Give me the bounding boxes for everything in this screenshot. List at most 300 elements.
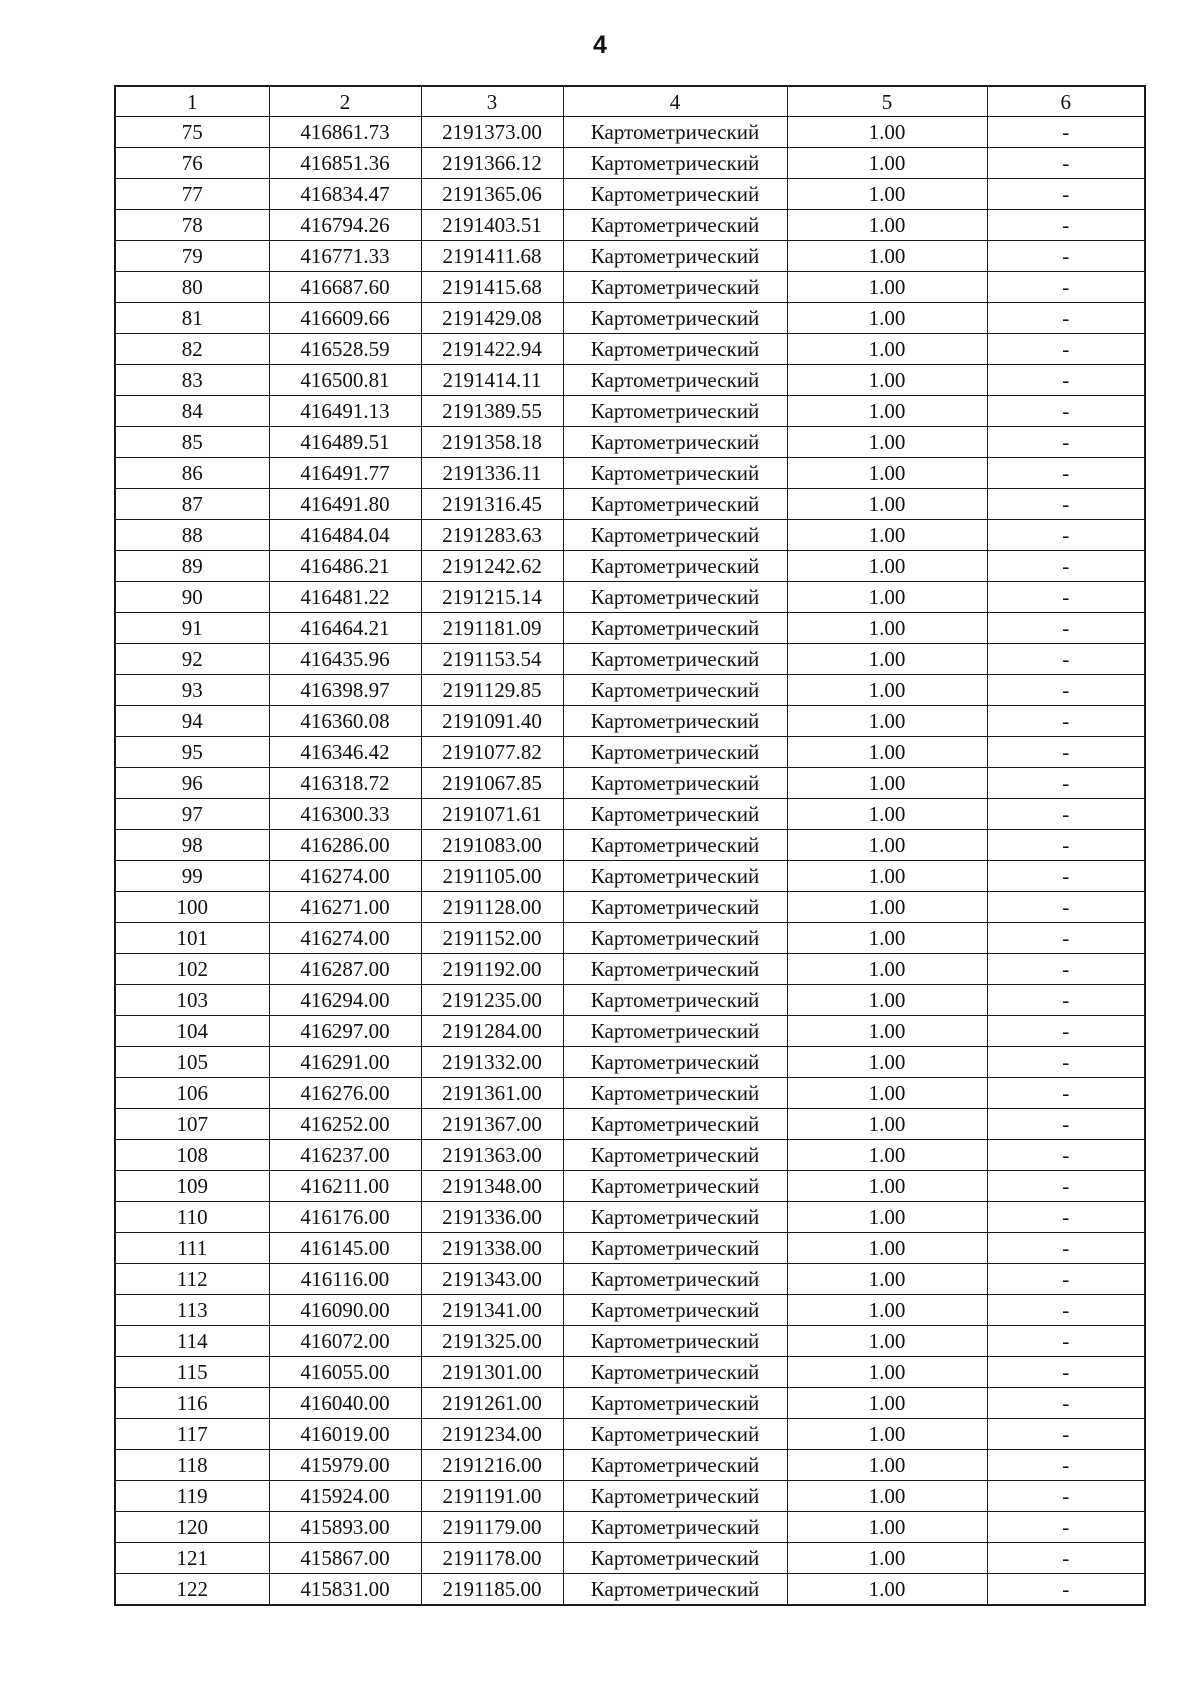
x-coordinate-cell: 416276.00 xyxy=(269,1078,421,1109)
x-coordinate-cell: 416237.00 xyxy=(269,1140,421,1171)
description-cell: - xyxy=(987,1388,1145,1419)
accuracy-cell: 1.00 xyxy=(787,520,987,551)
x-coordinate-cell: 416145.00 xyxy=(269,1233,421,1264)
y-coordinate-cell: 2191261.00 xyxy=(421,1388,563,1419)
accuracy-cell: 1.00 xyxy=(787,427,987,458)
method-cell: Картометрический xyxy=(563,1543,787,1574)
x-coordinate-cell: 416287.00 xyxy=(269,954,421,985)
page-number: 4 xyxy=(593,31,607,59)
table-row xyxy=(115,582,1145,613)
description-cell: - xyxy=(987,985,1145,1016)
method-cell: Картометрический xyxy=(563,861,787,892)
description-cell: - xyxy=(987,799,1145,830)
table-row xyxy=(115,179,1145,210)
method-cell: Картометрический xyxy=(563,954,787,985)
accuracy-cell: 1.00 xyxy=(787,334,987,365)
description-cell: - xyxy=(987,1450,1145,1481)
x-coordinate-cell: 416297.00 xyxy=(269,1016,421,1047)
y-coordinate-cell: 2191083.00 xyxy=(421,830,563,861)
method-cell: Картометрический xyxy=(563,768,787,799)
x-coordinate-cell: 416687.60 xyxy=(269,272,421,303)
method-cell: Картометрический xyxy=(563,1388,787,1419)
method-cell: Картометрический xyxy=(563,830,787,861)
description-cell: - xyxy=(987,1419,1145,1450)
method-cell: Картометрический xyxy=(563,520,787,551)
column-header: 4 xyxy=(563,86,787,117)
y-coordinate-cell: 2191216.00 xyxy=(421,1450,563,1481)
y-coordinate-cell: 2191153.54 xyxy=(421,644,563,675)
column-header: 6 xyxy=(987,86,1145,117)
point-number-cell: 91 xyxy=(115,613,269,644)
x-coordinate-cell: 416055.00 xyxy=(269,1357,421,1388)
description-cell: - xyxy=(987,1140,1145,1171)
accuracy-cell: 1.00 xyxy=(787,1078,987,1109)
description-cell: - xyxy=(987,458,1145,489)
method-cell: Картометрический xyxy=(563,272,787,303)
point-number-cell: 93 xyxy=(115,675,269,706)
x-coordinate-cell: 416794.26 xyxy=(269,210,421,241)
x-coordinate-cell: 416274.00 xyxy=(269,923,421,954)
point-number-cell: 99 xyxy=(115,861,269,892)
method-cell: Картометрический xyxy=(563,1233,787,1264)
table-row xyxy=(115,644,1145,675)
point-number-cell: 88 xyxy=(115,520,269,551)
table-row xyxy=(115,1357,1145,1388)
description-cell: - xyxy=(987,675,1145,706)
y-coordinate-cell: 2191365.06 xyxy=(421,179,563,210)
description-cell: - xyxy=(987,520,1145,551)
x-coordinate-cell: 416252.00 xyxy=(269,1109,421,1140)
point-number-cell: 116 xyxy=(115,1388,269,1419)
point-number-cell: 90 xyxy=(115,582,269,613)
method-cell: Картометрический xyxy=(563,1140,787,1171)
method-cell: Картометрический xyxy=(563,706,787,737)
x-coordinate-cell: 416771.33 xyxy=(269,241,421,272)
point-number-cell: 115 xyxy=(115,1357,269,1388)
method-cell: Картометрический xyxy=(563,613,787,644)
y-coordinate-cell: 2191332.00 xyxy=(421,1047,563,1078)
accuracy-cell: 1.00 xyxy=(787,582,987,613)
point-number-cell: 97 xyxy=(115,799,269,830)
accuracy-cell: 1.00 xyxy=(787,210,987,241)
x-coordinate-cell: 416861.73 xyxy=(269,117,421,148)
table-row xyxy=(115,1264,1145,1295)
table-row xyxy=(115,923,1145,954)
method-cell: Картометрический xyxy=(563,1047,787,1078)
method-cell: Картометрический xyxy=(563,210,787,241)
y-coordinate-cell: 2191336.11 xyxy=(421,458,563,489)
point-number-cell: 100 xyxy=(115,892,269,923)
point-number-cell: 121 xyxy=(115,1543,269,1574)
x-coordinate-cell: 416318.72 xyxy=(269,768,421,799)
table-row xyxy=(115,1016,1145,1047)
y-coordinate-cell: 2191242.62 xyxy=(421,551,563,582)
point-number-cell: 98 xyxy=(115,830,269,861)
y-coordinate-cell: 2191181.09 xyxy=(421,613,563,644)
point-number-cell: 77 xyxy=(115,179,269,210)
point-number-cell: 101 xyxy=(115,923,269,954)
x-coordinate-cell: 415924.00 xyxy=(269,1481,421,1512)
point-number-cell: 92 xyxy=(115,644,269,675)
point-number-cell: 119 xyxy=(115,1481,269,1512)
x-coordinate-cell: 416040.00 xyxy=(269,1388,421,1419)
x-coordinate-cell: 416360.08 xyxy=(269,706,421,737)
x-coordinate-cell: 415831.00 xyxy=(269,1574,421,1606)
method-cell: Картометрический xyxy=(563,1109,787,1140)
point-number-cell: 95 xyxy=(115,737,269,768)
point-number-cell: 85 xyxy=(115,427,269,458)
description-cell: - xyxy=(987,768,1145,799)
accuracy-cell: 1.00 xyxy=(787,799,987,830)
y-coordinate-cell: 2191192.00 xyxy=(421,954,563,985)
y-coordinate-cell: 2191415.68 xyxy=(421,272,563,303)
point-number-cell: 86 xyxy=(115,458,269,489)
y-coordinate-cell: 2191301.00 xyxy=(421,1357,563,1388)
accuracy-cell: 1.00 xyxy=(787,241,987,272)
method-cell: Картометрический xyxy=(563,427,787,458)
y-coordinate-cell: 2191091.40 xyxy=(421,706,563,737)
y-coordinate-cell: 2191235.00 xyxy=(421,985,563,1016)
y-coordinate-cell: 2191341.00 xyxy=(421,1295,563,1326)
description-cell: - xyxy=(987,1202,1145,1233)
method-cell: Картометрический xyxy=(563,551,787,582)
accuracy-cell: 1.00 xyxy=(787,489,987,520)
accuracy-cell: 1.00 xyxy=(787,303,987,334)
method-cell: Картометрический xyxy=(563,675,787,706)
x-coordinate-cell: 416300.33 xyxy=(269,799,421,830)
accuracy-cell: 1.00 xyxy=(787,551,987,582)
accuracy-cell: 1.00 xyxy=(787,923,987,954)
accuracy-cell: 1.00 xyxy=(787,892,987,923)
point-number-cell: 76 xyxy=(115,148,269,179)
accuracy-cell: 1.00 xyxy=(787,1047,987,1078)
accuracy-cell: 1.00 xyxy=(787,458,987,489)
x-coordinate-cell: 416294.00 xyxy=(269,985,421,1016)
accuracy-cell: 1.00 xyxy=(787,1512,987,1543)
description-cell: - xyxy=(987,241,1145,272)
description-cell: - xyxy=(987,427,1145,458)
point-number-cell: 106 xyxy=(115,1078,269,1109)
description-cell: - xyxy=(987,1109,1145,1140)
accuracy-cell: 1.00 xyxy=(787,1171,987,1202)
point-number-cell: 75 xyxy=(115,117,269,148)
x-coordinate-cell: 416491.13 xyxy=(269,396,421,427)
point-number-cell: 84 xyxy=(115,396,269,427)
description-cell: - xyxy=(987,706,1145,737)
description-cell: - xyxy=(987,1171,1145,1202)
x-coordinate-cell: 415893.00 xyxy=(269,1512,421,1543)
table-row xyxy=(115,427,1145,458)
description-cell: - xyxy=(987,613,1145,644)
table-row xyxy=(115,1388,1145,1419)
y-coordinate-cell: 2191373.00 xyxy=(421,117,563,148)
x-coordinate-cell: 416072.00 xyxy=(269,1326,421,1357)
accuracy-cell: 1.00 xyxy=(787,1419,987,1450)
method-cell: Картометрический xyxy=(563,1078,787,1109)
table-row xyxy=(115,1202,1145,1233)
x-coordinate-cell: 415867.00 xyxy=(269,1543,421,1574)
description-cell: - xyxy=(987,148,1145,179)
table-row xyxy=(115,1233,1145,1264)
table-row xyxy=(115,799,1145,830)
accuracy-cell: 1.00 xyxy=(787,1295,987,1326)
y-coordinate-cell: 2191191.00 xyxy=(421,1481,563,1512)
y-coordinate-cell: 2191325.00 xyxy=(421,1326,563,1357)
table-row xyxy=(115,334,1145,365)
coordinates-table xyxy=(114,85,1146,1606)
accuracy-cell: 1.00 xyxy=(787,954,987,985)
table-row xyxy=(115,1047,1145,1078)
x-coordinate-cell: 416464.21 xyxy=(269,613,421,644)
point-number-cell: 96 xyxy=(115,768,269,799)
y-coordinate-cell: 2191179.00 xyxy=(421,1512,563,1543)
y-coordinate-cell: 2191363.00 xyxy=(421,1140,563,1171)
accuracy-cell: 1.00 xyxy=(787,675,987,706)
accuracy-cell: 1.00 xyxy=(787,768,987,799)
column-header: 1 xyxy=(115,86,269,117)
accuracy-cell: 1.00 xyxy=(787,985,987,1016)
point-number-cell: 111 xyxy=(115,1233,269,1264)
table-row xyxy=(115,613,1145,644)
accuracy-cell: 1.00 xyxy=(787,1543,987,1574)
method-cell: Картометрический xyxy=(563,1419,787,1450)
x-coordinate-cell: 416435.96 xyxy=(269,644,421,675)
table-row xyxy=(115,117,1145,148)
y-coordinate-cell: 2191358.18 xyxy=(421,427,563,458)
method-cell: Картометрический xyxy=(563,179,787,210)
point-number-cell: 82 xyxy=(115,334,269,365)
point-number-cell: 107 xyxy=(115,1109,269,1140)
table-row xyxy=(115,458,1145,489)
table-row xyxy=(115,768,1145,799)
description-cell: - xyxy=(987,179,1145,210)
y-coordinate-cell: 2191361.00 xyxy=(421,1078,563,1109)
x-coordinate-cell: 416489.51 xyxy=(269,427,421,458)
y-coordinate-cell: 2191077.82 xyxy=(421,737,563,768)
accuracy-cell: 1.00 xyxy=(787,613,987,644)
accuracy-cell: 1.00 xyxy=(787,117,987,148)
accuracy-cell: 1.00 xyxy=(787,1016,987,1047)
description-cell: - xyxy=(987,644,1145,675)
method-cell: Картометрический xyxy=(563,489,787,520)
table-row xyxy=(115,985,1145,1016)
description-cell: - xyxy=(987,1543,1145,1574)
description-cell: - xyxy=(987,1326,1145,1357)
table-row xyxy=(115,148,1145,179)
table-row xyxy=(115,489,1145,520)
table-row xyxy=(115,675,1145,706)
method-cell: Картометрический xyxy=(563,1264,787,1295)
table-body xyxy=(115,117,1145,1606)
method-cell: Картометрический xyxy=(563,334,787,365)
y-coordinate-cell: 2191414.11 xyxy=(421,365,563,396)
point-number-cell: 108 xyxy=(115,1140,269,1171)
x-coordinate-cell: 416271.00 xyxy=(269,892,421,923)
y-coordinate-cell: 2191343.00 xyxy=(421,1264,563,1295)
point-number-cell: 83 xyxy=(115,365,269,396)
x-coordinate-cell: 416491.77 xyxy=(269,458,421,489)
x-coordinate-cell: 416484.04 xyxy=(269,520,421,551)
x-coordinate-cell: 416274.00 xyxy=(269,861,421,892)
y-coordinate-cell: 2191316.45 xyxy=(421,489,563,520)
y-coordinate-cell: 2191429.08 xyxy=(421,303,563,334)
accuracy-cell: 1.00 xyxy=(787,1140,987,1171)
y-coordinate-cell: 2191067.85 xyxy=(421,768,563,799)
method-cell: Картометрический xyxy=(563,396,787,427)
y-coordinate-cell: 2191128.00 xyxy=(421,892,563,923)
method-cell: Картометрический xyxy=(563,1357,787,1388)
accuracy-cell: 1.00 xyxy=(787,1326,987,1357)
point-number-cell: 120 xyxy=(115,1512,269,1543)
method-cell: Картометрический xyxy=(563,923,787,954)
table-row xyxy=(115,210,1145,241)
y-coordinate-cell: 2191366.12 xyxy=(421,148,563,179)
x-coordinate-cell: 416286.00 xyxy=(269,830,421,861)
accuracy-cell: 1.00 xyxy=(787,737,987,768)
x-coordinate-cell: 416346.42 xyxy=(269,737,421,768)
table-row xyxy=(115,1295,1145,1326)
description-cell: - xyxy=(987,334,1145,365)
point-number-cell: 113 xyxy=(115,1295,269,1326)
column-header: 5 xyxy=(787,86,987,117)
table-row xyxy=(115,1419,1145,1450)
accuracy-cell: 1.00 xyxy=(787,179,987,210)
description-cell: - xyxy=(987,830,1145,861)
point-number-cell: 102 xyxy=(115,954,269,985)
x-coordinate-cell: 415979.00 xyxy=(269,1450,421,1481)
point-number-cell: 109 xyxy=(115,1171,269,1202)
description-cell: - xyxy=(987,489,1145,520)
point-number-cell: 110 xyxy=(115,1202,269,1233)
point-number-cell: 94 xyxy=(115,706,269,737)
table-row xyxy=(115,1326,1145,1357)
description-cell: - xyxy=(987,1016,1145,1047)
description-cell: - xyxy=(987,892,1145,923)
point-number-cell: 118 xyxy=(115,1450,269,1481)
x-coordinate-cell: 416851.36 xyxy=(269,148,421,179)
y-coordinate-cell: 2191178.00 xyxy=(421,1543,563,1574)
point-number-cell: 89 xyxy=(115,551,269,582)
y-coordinate-cell: 2191105.00 xyxy=(421,861,563,892)
x-coordinate-cell: 416834.47 xyxy=(269,179,421,210)
x-coordinate-cell: 416609.66 xyxy=(269,303,421,334)
point-number-cell: 103 xyxy=(115,985,269,1016)
y-coordinate-cell: 2191336.00 xyxy=(421,1202,563,1233)
method-cell: Картометрический xyxy=(563,1512,787,1543)
x-coordinate-cell: 416481.22 xyxy=(269,582,421,613)
method-cell: Картометрический xyxy=(563,1295,787,1326)
x-coordinate-cell: 416176.00 xyxy=(269,1202,421,1233)
accuracy-cell: 1.00 xyxy=(787,706,987,737)
method-cell: Картометрический xyxy=(563,303,787,334)
column-header: 3 xyxy=(421,86,563,117)
table-row xyxy=(115,396,1145,427)
accuracy-cell: 1.00 xyxy=(787,396,987,427)
y-coordinate-cell: 2191284.00 xyxy=(421,1016,563,1047)
description-cell: - xyxy=(987,1078,1145,1109)
table-row xyxy=(115,365,1145,396)
table-row xyxy=(115,241,1145,272)
table-row xyxy=(115,1078,1145,1109)
accuracy-cell: 1.00 xyxy=(787,1357,987,1388)
table-row xyxy=(115,1171,1145,1202)
x-coordinate-cell: 416491.80 xyxy=(269,489,421,520)
point-number-cell: 78 xyxy=(115,210,269,241)
y-coordinate-cell: 2191129.85 xyxy=(421,675,563,706)
accuracy-cell: 1.00 xyxy=(787,365,987,396)
point-number-cell: 104 xyxy=(115,1016,269,1047)
method-cell: Картометрический xyxy=(563,1171,787,1202)
point-number-cell: 114 xyxy=(115,1326,269,1357)
method-cell: Картометрический xyxy=(563,1326,787,1357)
accuracy-cell: 1.00 xyxy=(787,1109,987,1140)
point-number-cell: 105 xyxy=(115,1047,269,1078)
method-cell: Картометрический xyxy=(563,582,787,613)
accuracy-cell: 1.00 xyxy=(787,1481,987,1512)
y-coordinate-cell: 2191185.00 xyxy=(421,1574,563,1606)
accuracy-cell: 1.00 xyxy=(787,1202,987,1233)
description-cell: - xyxy=(987,861,1145,892)
accuracy-cell: 1.00 xyxy=(787,1388,987,1419)
x-coordinate-cell: 416398.97 xyxy=(269,675,421,706)
y-coordinate-cell: 2191215.14 xyxy=(421,582,563,613)
y-coordinate-cell: 2191403.51 xyxy=(421,210,563,241)
table-row xyxy=(115,737,1145,768)
method-cell: Картометрический xyxy=(563,1202,787,1233)
table-header-row xyxy=(115,86,1145,117)
table-row xyxy=(115,303,1145,334)
point-number-cell: 112 xyxy=(115,1264,269,1295)
point-number-cell: 122 xyxy=(115,1574,269,1606)
description-cell: - xyxy=(987,582,1145,613)
y-coordinate-cell: 2191348.00 xyxy=(421,1171,563,1202)
description-cell: - xyxy=(987,1233,1145,1264)
method-cell: Картометрический xyxy=(563,892,787,923)
x-coordinate-cell: 416486.21 xyxy=(269,551,421,582)
description-cell: - xyxy=(987,365,1145,396)
method-cell: Картометрический xyxy=(563,365,787,396)
table-row xyxy=(115,1574,1145,1606)
description-cell: - xyxy=(987,303,1145,334)
y-coordinate-cell: 2191234.00 xyxy=(421,1419,563,1450)
column-header: 2 xyxy=(269,86,421,117)
y-coordinate-cell: 2191071.61 xyxy=(421,799,563,830)
method-cell: Картометрический xyxy=(563,1574,787,1606)
description-cell: - xyxy=(987,1047,1145,1078)
description-cell: - xyxy=(987,551,1145,582)
y-coordinate-cell: 2191152.00 xyxy=(421,923,563,954)
y-coordinate-cell: 2191283.63 xyxy=(421,520,563,551)
x-coordinate-cell: 416019.00 xyxy=(269,1419,421,1450)
x-coordinate-cell: 416500.81 xyxy=(269,365,421,396)
point-number-cell: 87 xyxy=(115,489,269,520)
table-row xyxy=(115,1481,1145,1512)
method-cell: Картометрический xyxy=(563,241,787,272)
description-cell: - xyxy=(987,117,1145,148)
accuracy-cell: 1.00 xyxy=(787,644,987,675)
table-row xyxy=(115,1109,1145,1140)
y-coordinate-cell: 2191338.00 xyxy=(421,1233,563,1264)
table-row xyxy=(115,551,1145,582)
description-cell: - xyxy=(987,1295,1145,1326)
method-cell: Картометрический xyxy=(563,1450,787,1481)
x-coordinate-cell: 416211.00 xyxy=(269,1171,421,1202)
description-cell: - xyxy=(987,210,1145,241)
description-cell: - xyxy=(987,396,1145,427)
table-row xyxy=(115,1140,1145,1171)
accuracy-cell: 1.00 xyxy=(787,830,987,861)
table-row xyxy=(115,861,1145,892)
